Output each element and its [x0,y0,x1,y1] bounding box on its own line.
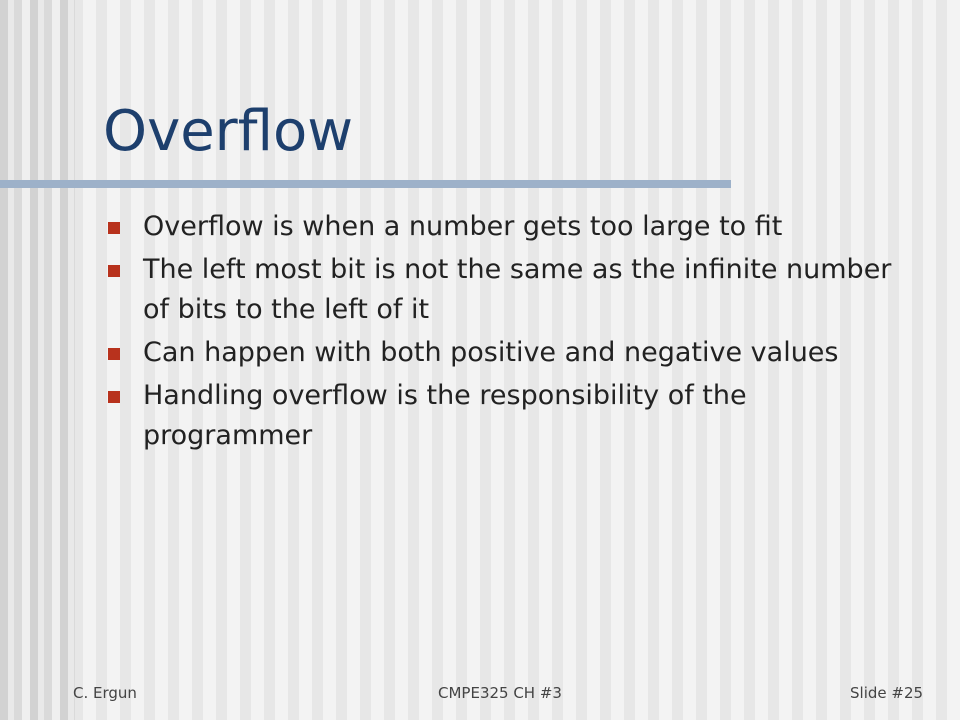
square-bullet-icon [108,222,120,234]
footer-author: C. Ergun [73,684,137,702]
bullet-list [107,207,907,459]
bullet-text: Can happen with both positive and negative values [143,337,839,368]
bullet-text: Overflow is when a number gets too large to fit [143,211,783,242]
bullet-text: The left most bit is not the same as the infinite number of bits to the left of it [143,254,892,325]
title-underline-rule [0,180,731,188]
bullet-item [107,250,907,330]
footer-slide-number: Slide #25 [850,684,924,702]
square-bullet-icon [108,265,120,277]
bullet-item [107,207,907,247]
bullet-item [107,333,907,373]
left-decorative-band [0,0,75,720]
square-bullet-icon [108,348,120,360]
bullet-item [107,376,907,456]
footer-course: CMPE325 CH #3 [438,684,562,702]
bullet-text: Handling overflow is the responsibility of the programmer [143,380,747,451]
square-bullet-icon [108,391,120,403]
slide-title: Overflow [103,99,354,164]
